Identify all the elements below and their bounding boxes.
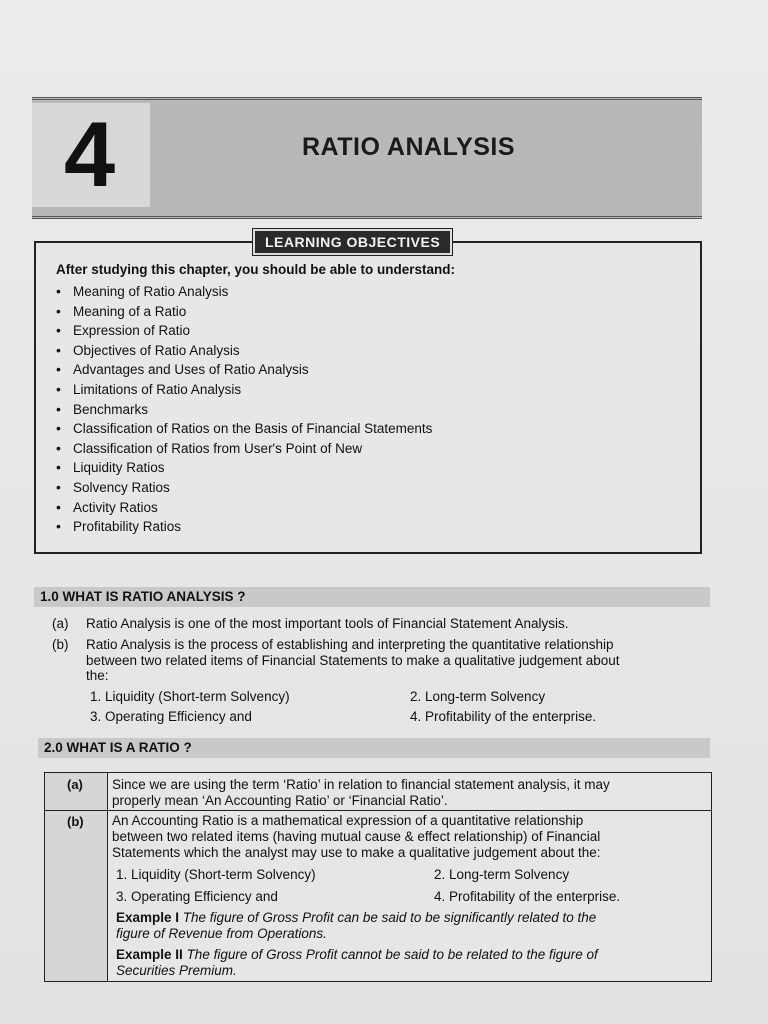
section-2-point-2: 2. Long-term Solvency (434, 867, 570, 882)
section-1-point-1: 1. Liquidity (Short-term Solvency) (90, 689, 290, 704)
list-item: • Benchmarks (56, 400, 149, 417)
list-item: • Meaning of a Ratio (56, 302, 187, 319)
section-1-heading: 1.0 WHAT IS RATIO ANALYSIS ? (34, 587, 710, 607)
row-b-line-2: between two related items (having mutual cause & effect relationship) of Financial (112, 829, 601, 844)
row-b-line-3: Statements which the analyst may use to make a qualitative judgement about the: (112, 845, 601, 860)
point-b-line-1: Ratio Analysis is the process of establishing and interpreting the quantitative relationship (86, 637, 614, 652)
section-2-point-4: 4. Profitability of the enterprise. (434, 889, 621, 904)
objectives-list (56, 282, 432, 537)
list-item: • Expression of Ratio (56, 322, 191, 339)
table-row-b-label: (b) (67, 814, 84, 829)
example-2-line-1 (116, 947, 598, 962)
row-b-line-1: An Accounting Ratio is a mathematical expression of a quantitative relationship (112, 813, 584, 828)
example-1-line-1 (116, 910, 596, 925)
list-item: • Profitability Ratios (56, 518, 182, 535)
example-2-line-2: Securities Premium. (116, 963, 237, 978)
point-a-label: (a) (52, 616, 69, 631)
table-row-divider (45, 810, 711, 811)
example-1-text: The figure of Gross Profit can be said to be significantly related to the (182, 910, 597, 925)
section-1-point-4: 4. Profitability of the enterprise. (410, 709, 597, 724)
list-item: • Limitations of Ratio Analysis (56, 380, 242, 397)
example-2-label: Example II (116, 947, 183, 962)
example-1-label: Example I (116, 910, 180, 925)
table-label-column (45, 773, 108, 981)
chapter-title: RATIO ANALYSIS (302, 133, 516, 161)
example-2-text: The figure of Gross Profit cannot be said to be related to the figure of (186, 947, 598, 962)
list-item: • Activity Ratios (56, 498, 158, 515)
list-item: • Solvency Ratios (56, 478, 170, 495)
list-item: • Liquidity Ratios (56, 459, 165, 476)
list-item: • Objectives of Ratio Analysis (56, 341, 240, 358)
point-a-text: Ratio Analysis is one of the most important tools of Financial Statement Analysis. (86, 616, 569, 631)
list-item: • Advantages and Uses of Ratio Analysis (56, 361, 309, 378)
section-1-point-3: 3. Operating Efficiency and (90, 709, 252, 724)
example-1-line-2: figure of Revenue from Operations. (116, 926, 327, 941)
point-b-label: (b) (52, 637, 69, 652)
section-1-point-2: 2. Long-term Solvency (410, 689, 546, 704)
learning-objectives-badge: LEARNING OBJECTIVES (253, 229, 452, 255)
list-item: • Classification of Ratios from User's Point of New (56, 439, 363, 456)
row-a-line-1: Since we are using the term ‘Ratio’ in relation to financial statement analysis, it may (112, 777, 610, 792)
point-b-line-2: between two related items of Financial Statements to make a qualitative judgement about (86, 653, 620, 668)
list-item: • Classification of Ratios on the Basis of Financial Statements (56, 420, 433, 437)
section-2-point-3: 3. Operating Efficiency and (116, 889, 278, 904)
table-row-a-label: (a) (67, 777, 83, 792)
section-2-point-1: 1. Liquidity (Short-term Solvency) (116, 867, 316, 882)
chapter-number: 4 (64, 104, 116, 206)
objectives-intro: After studying this chapter, you should be able to understand: (56, 262, 456, 277)
point-b-line-3: the: (86, 668, 109, 683)
section-2-heading: 2.0 WHAT IS A RATIO ? (38, 738, 710, 758)
list-item: • Meaning of Ratio Analysis (56, 283, 229, 299)
row-a-line-2: properly mean ‘An Accounting Ratio’ or ‘Financial Ratio’. (112, 793, 448, 808)
